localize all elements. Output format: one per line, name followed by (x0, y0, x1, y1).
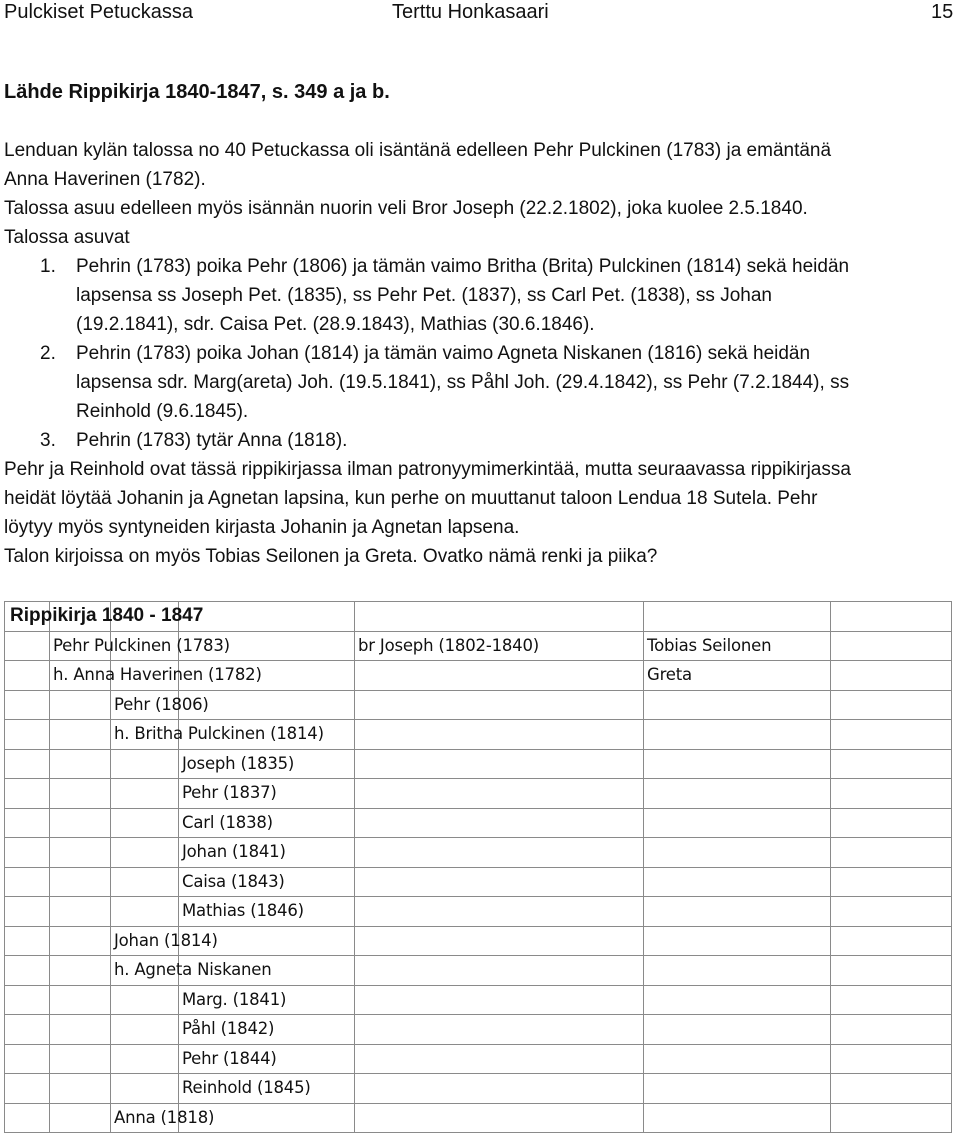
table-cell: Reinhold (1845) (182, 1078, 311, 1097)
source-heading: Lähde Rippikirja 1840-1847, s. 349 a ja b. (4, 81, 390, 103)
table-cell: Mathias (1846) (182, 901, 304, 920)
notes-line: löytyy myös syntyneiden kirjasta Johanin ja Agnetan lapsena. (4, 517, 520, 538)
notes-line: heidät löytää Johanin ja Agnetan lapsina, kun perhe on muuttanut taloon Lendua 18 Sutela. Pehr (4, 488, 818, 509)
resident-line: Pehrin (1783) poika Pehr (1806) ja tämän vaimo Britha (Brita) Pulckinen (1814) sekä heidän (76, 256, 850, 277)
residents-list (4, 252, 958, 455)
notes-line: Talon kirjoissa on myös Tobias Seilonen ja Greta. Ovatko nämä renki ja piika? (4, 546, 658, 567)
header-document-title: Pulckiset Petuckassa (4, 1, 193, 23)
table-cell: Anna (1818) (114, 1108, 215, 1127)
table-cell: Pehr (1844) (182, 1049, 277, 1068)
resident-number: 2. (40, 343, 56, 364)
resident-number: 1. (40, 256, 56, 277)
table-cell: h. Agneta Niskanen (114, 960, 272, 979)
resident-item (40, 426, 958, 455)
resident-line: lapsensa ss Joseph Pet. (1835), ss Pehr Pet. (1837), ss Carl Pet. (1838), ss Johan (76, 285, 772, 306)
table-cell: Joseph (1835) (182, 754, 295, 773)
table-cell: br Joseph (1802-1840) (358, 636, 539, 655)
table-cell: Caisa (1843) (182, 872, 285, 891)
header-author: Terttu Honkasaari (392, 1, 549, 23)
page-header (0, 0, 960, 26)
resident-item (40, 252, 958, 339)
table-cell: Pehr Pulckinen (1783) (53, 636, 230, 655)
table-cell: Johan (1814) (114, 931, 218, 950)
table-cell: h. Anna Haverinen (1782) (53, 665, 262, 684)
intro-line: Talossa asuu edelleen myös isännän nuorin veli Bror Joseph (22.2.1802), joka kuolee 2.5.1840. (4, 198, 808, 219)
resident-number: 3. (40, 430, 56, 451)
intro-line: Lenduan kylän talossa no 40 Petuckassa oli isäntänä edelleen Pehr Pulckinen (1783) ja emäntänä (4, 140, 832, 161)
table-cell: Greta (647, 665, 692, 684)
notes-section (4, 455, 958, 571)
header-page-number: 15 (931, 1, 954, 23)
intro-line: Anna Haverinen (1782). (4, 169, 206, 190)
resident-line: lapsensa sdr. Marg(areta) Joh. (19.5.1841), ss Påhl Joh. (29.4.1842), ss Pehr (7.2.1844), ss (76, 372, 850, 393)
notes-line: Pehr ja Reinhold ovat tässä rippikirjassa ilman patronyymimerkintää, mutta seuraavassa rippikirjassa (4, 459, 851, 480)
table-cell: Påhl (1842) (182, 1019, 275, 1038)
resident-line: Pehrin (1783) poika Johan (1814) ja tämän vaimo Agneta Niskanen (1816) sekä heidän (76, 343, 811, 364)
resident-item (40, 339, 958, 426)
resident-line: Reinhold (9.6.1845). (76, 401, 249, 422)
intro-line: Talossa asuvat (4, 227, 130, 248)
resident-line: (19.2.1841), sdr. Caisa Pet. (28.9.1843), Mathias (30.6.1846). (76, 314, 595, 335)
table-cell: Marg. (1841) (182, 990, 287, 1009)
table-cell: Johan (1841) (182, 842, 286, 861)
table-title: Rippikirja 1840 - 1847 (10, 605, 204, 626)
table-cell: Carl (1838) (182, 813, 273, 832)
table-cell: Tobias Seilonen (647, 636, 772, 655)
table-cell: Pehr (1837) (182, 783, 277, 802)
intro-section (4, 136, 958, 455)
resident-line: Pehrin (1783) tytär Anna (1818). (76, 430, 348, 451)
table-cell: h. Britha Pulckinen (1814) (114, 724, 324, 743)
table-cell: Pehr (1806) (114, 695, 209, 714)
